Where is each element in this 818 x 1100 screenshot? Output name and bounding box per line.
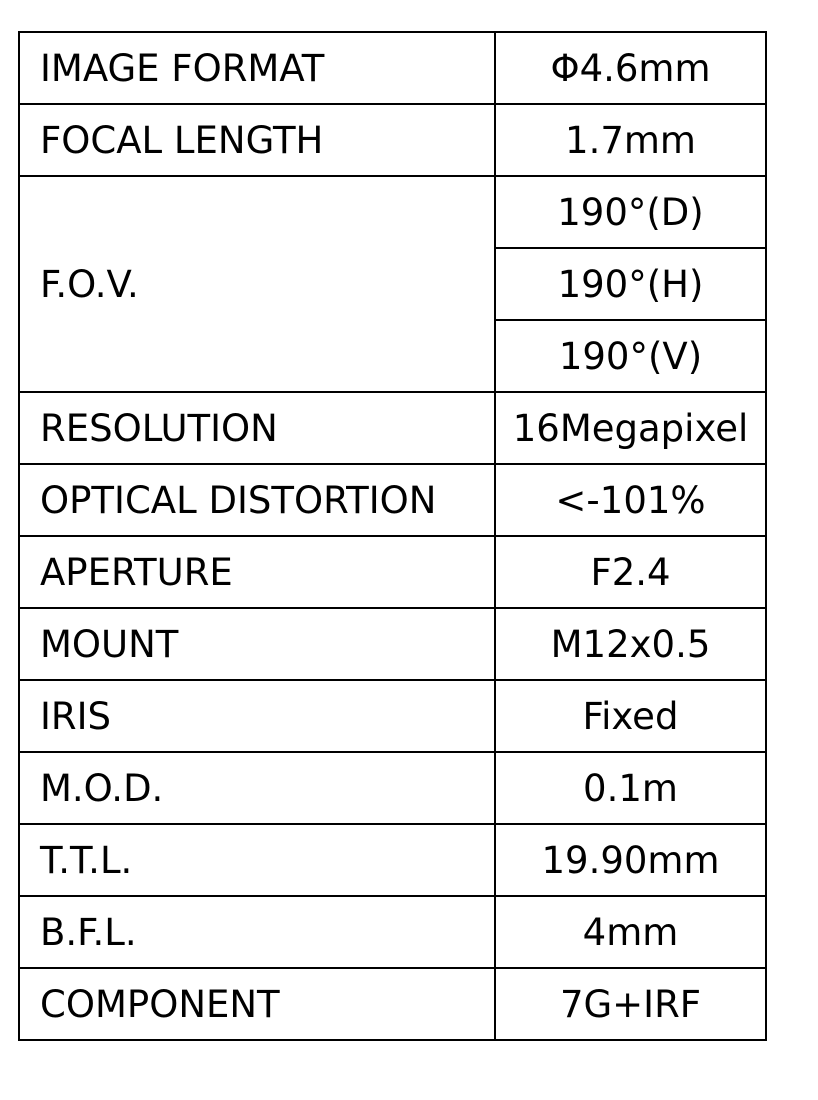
spec-label: COMPONENT: [19, 968, 495, 1040]
spec-row-bfl: [19, 896, 766, 968]
spec-value: 0.1m: [495, 752, 766, 824]
spec-label: MOUNT: [19, 608, 495, 680]
spec-label: APERTURE: [19, 536, 495, 608]
spec-value: F2.4: [495, 536, 766, 608]
spec-row-aperture: [19, 536, 766, 608]
spec-value: 4mm: [495, 896, 766, 968]
spec-row-iris: [19, 680, 766, 752]
spec-value: 19.90mm: [495, 824, 766, 896]
spec-row-mount: [19, 608, 766, 680]
spec-value-fov-h: 190°(H): [495, 248, 766, 320]
spec-label: B.F.L.: [19, 896, 495, 968]
spec-value: 16Megapixel: [495, 392, 766, 464]
spec-value: 7G+IRF: [495, 968, 766, 1040]
spec-value: M12x0.5: [495, 608, 766, 680]
spec-value: Φ4.6mm: [495, 32, 766, 104]
spec-row-fov-diagonal: [19, 176, 766, 248]
spec-label: F.O.V.: [19, 176, 495, 392]
spec-row-resolution: [19, 392, 766, 464]
spec-row-optical-distortion: [19, 464, 766, 536]
spec-row-mod: [19, 752, 766, 824]
spec-label: FOCAL LENGTH: [19, 104, 495, 176]
spec-value: Fixed: [495, 680, 766, 752]
spec-value-fov-d: 190°(D): [495, 176, 766, 248]
spec-value: <-101%: [495, 464, 766, 536]
spec-row-component: [19, 968, 766, 1040]
spec-label: M.O.D.: [19, 752, 495, 824]
spec-label: T.T.L.: [19, 824, 495, 896]
lens-spec-table: [18, 31, 767, 1041]
spec-label: OPTICAL DISTORTION: [19, 464, 495, 536]
spec-row-image-format: [19, 32, 766, 104]
spec-value-fov-v: 190°(V): [495, 320, 766, 392]
spec-label: IMAGE FORMAT: [19, 32, 495, 104]
spec-row-focal-length: [19, 104, 766, 176]
spec-value: 1.7mm: [495, 104, 766, 176]
spec-row-ttl: [19, 824, 766, 896]
spec-label: IRIS: [19, 680, 495, 752]
spec-label: RESOLUTION: [19, 392, 495, 464]
